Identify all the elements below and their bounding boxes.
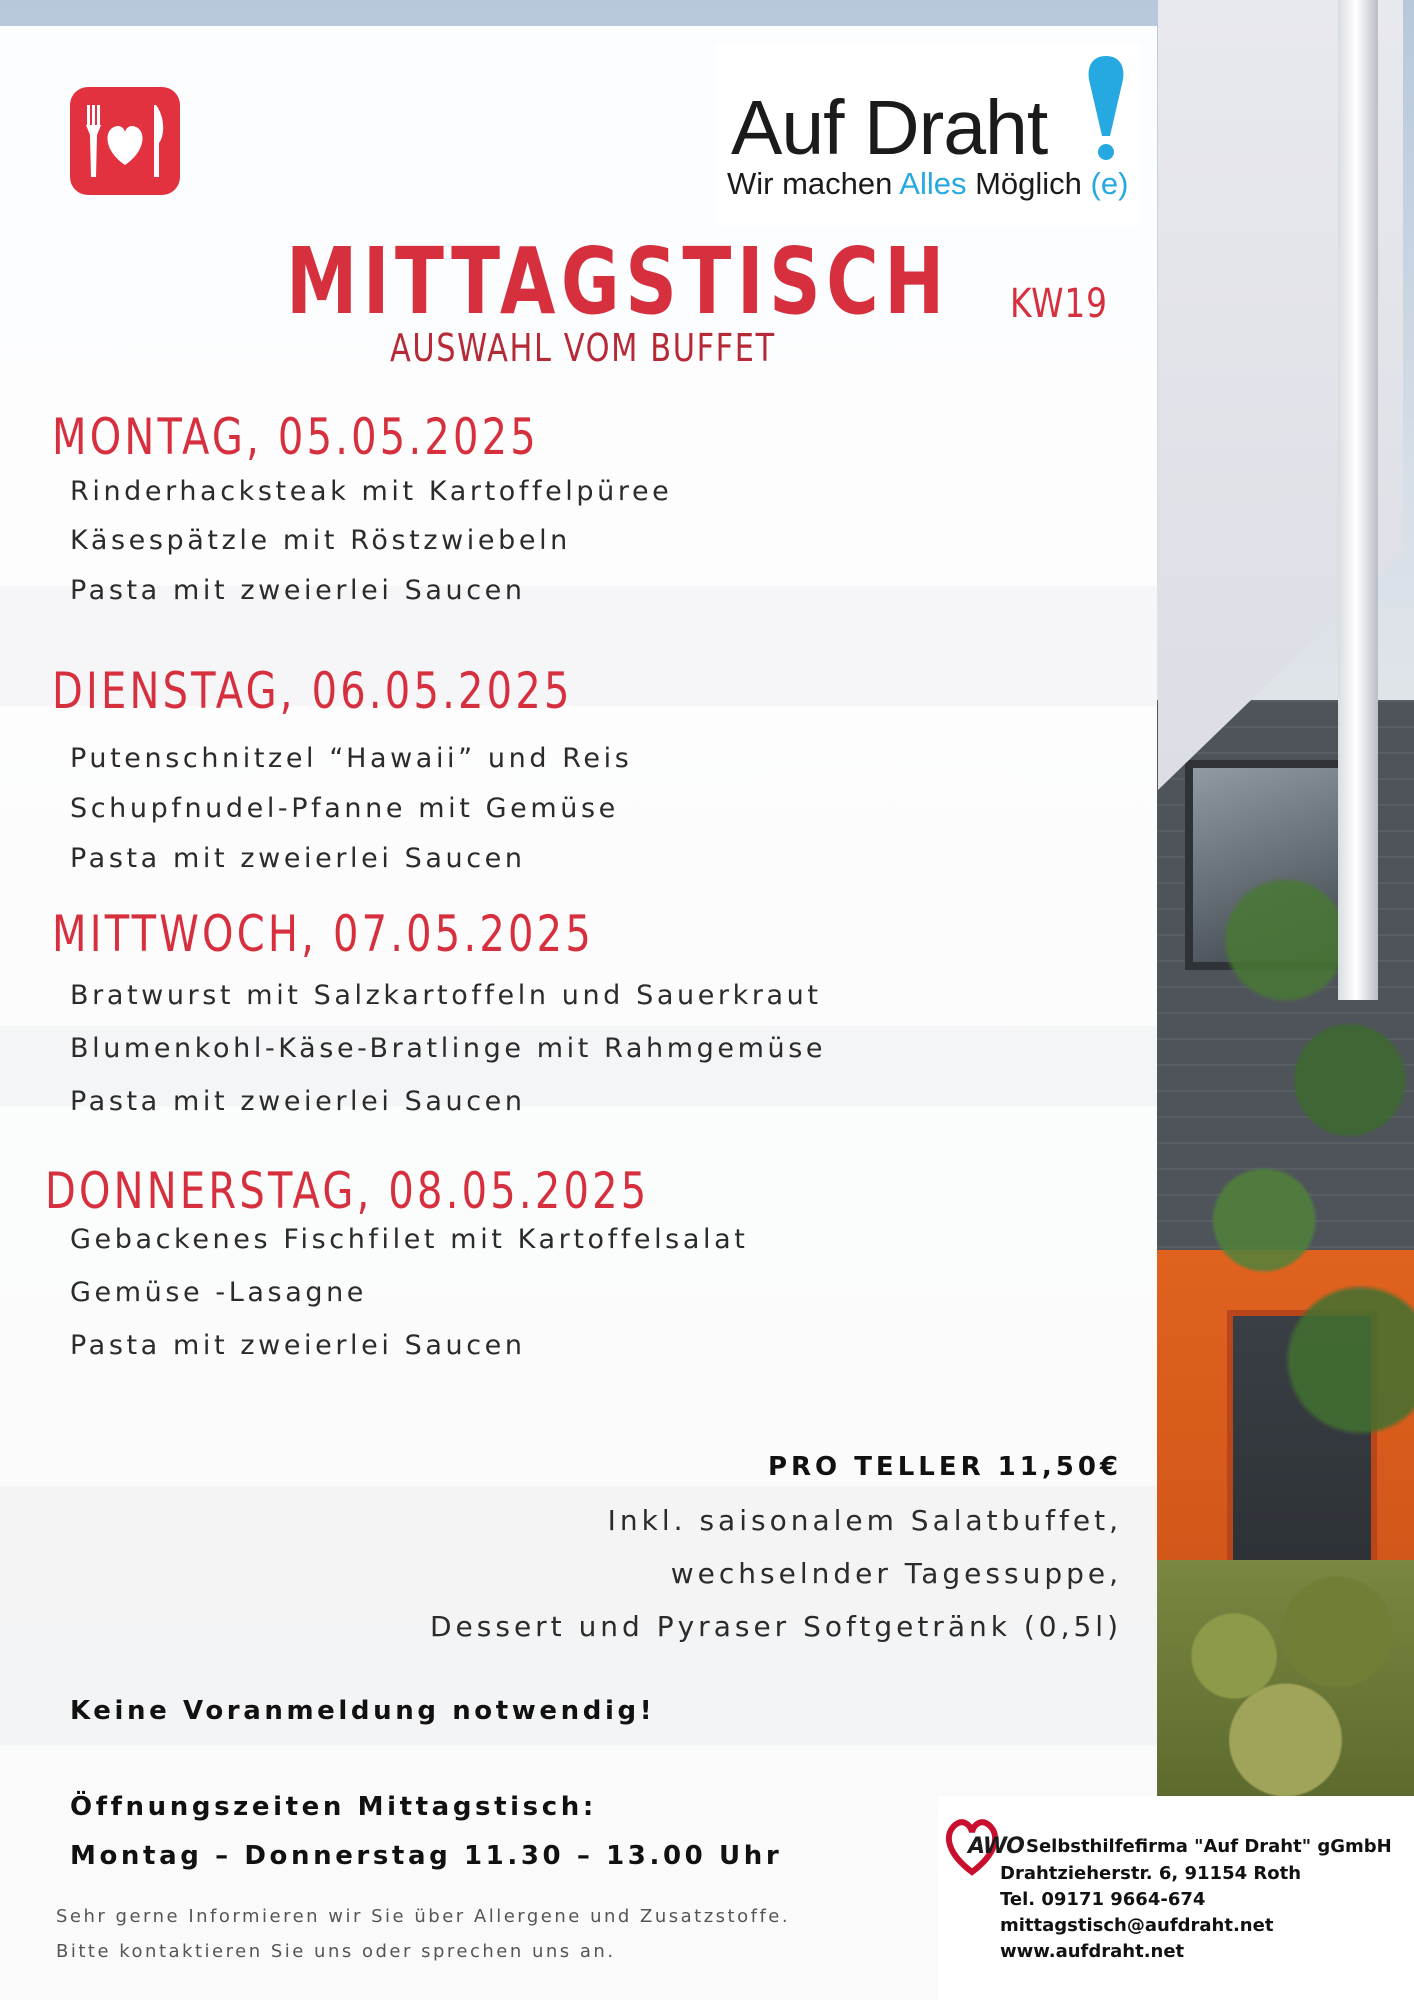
page-subtitle: AUSWAHL VOM BUFFET [390, 326, 776, 370]
price-includes-line: wechselnder Tagessuppe, [670, 1557, 1122, 1590]
opening-hours: Montag – Donnerstag 11.30 – 13.00 Uhr [70, 1841, 783, 1871]
tree-foliage [1200, 800, 1414, 1500]
dish-item: Gebackenes Fischfilet mit Kartoffelsalat [70, 1224, 749, 1255]
price-per-plate: PRO TELLER 11,50€ [767, 1452, 1122, 1482]
fork-heart-knife-icon [70, 87, 180, 195]
company-phone: Tel. 09171 9664-674 [1000, 1889, 1206, 1910]
dish-item: Käsespätzle mit Röstzwiebeln [70, 525, 571, 556]
contact-box [938, 1796, 1414, 2000]
day-heading-thursday: DONNERSTAG, 08.05.2025 [45, 1162, 650, 1220]
tagline-suffix: (e) [1090, 166, 1129, 201]
dish-item: Rinderhacksteak mit Kartoffelpüree [70, 476, 673, 507]
price-includes-line: Inkl. saisonalem Salatbuffet, [607, 1504, 1122, 1537]
logo-tagline [727, 166, 1128, 202]
bush [1157, 1560, 1414, 1800]
dish-item: Pasta mit zweierlei Saucen [70, 1330, 526, 1361]
day-heading-tuesday: DIENSTAG, 06.05.2025 [52, 662, 573, 720]
dish-item: Schupfnudel-Pfanne mit Gemüse [70, 793, 619, 824]
page-title: MITTAGSTISCH [286, 228, 950, 335]
dish-item: Pasta mit zweierlei Saucen [70, 1086, 526, 1117]
tagline-part: Wir machen [727, 166, 900, 201]
allergen-note: Bitte kontaktieren Sie uns oder sprechen uns an. [56, 1941, 616, 1962]
week-badge: KW19 [1010, 281, 1108, 327]
company-address: Drahtzieherstr. 6, 91154 Roth [1000, 1863, 1302, 1884]
day-heading-wednesday: MITTWOCH, 07.05.2025 [52, 905, 594, 963]
tagline-accent: Alles [899, 166, 967, 201]
company-email[interactable]: mittagstisch@aufdraht.net [1000, 1915, 1274, 1936]
opening-hours-title: Öffnungszeiten Mittagstisch: [70, 1792, 597, 1822]
awo-logo-text: AWO [968, 1834, 1024, 1859]
tagline-part: Möglich [966, 166, 1091, 201]
company-name: Selbsthilfefirma "Auf Draht" gGmbH [1026, 1836, 1392, 1857]
auf-draht-logo [716, 44, 1140, 226]
flag-pole [1338, 0, 1378, 1000]
logo-title: Auf Draht [731, 85, 1048, 171]
dish-item: Pasta mit zweierlei Saucen [70, 843, 526, 874]
price-includes-line: Dessert und Pyraser Softgetränk (0,5l) [429, 1610, 1122, 1643]
dish-item: Bratwurst mit Salzkartoffeln und Sauerkraut [70, 980, 822, 1011]
dish-item: Blumenkohl-Käse-Bratlinge mit Rahmgemüse [70, 1033, 827, 1064]
no-registration-note: Keine Voranmeldung notwendig! [70, 1696, 656, 1726]
restaurant-badge [70, 87, 180, 195]
exclamation-drop-icon [1084, 54, 1128, 164]
allergen-note: Sehr gerne Informieren wir Sie über Allergene und Zusatzstoffe. [56, 1906, 791, 1927]
dish-item: Gemüse -Lasagne [70, 1277, 368, 1308]
dish-item: Pasta mit zweierlei Saucen [70, 575, 526, 606]
day-heading-monday: MONTAG, 05.05.2025 [52, 408, 539, 466]
company-website[interactable]: www.aufdraht.net [1000, 1941, 1185, 1962]
dish-item: Putenschnitzel “Hawaii” und Reis [70, 743, 633, 774]
